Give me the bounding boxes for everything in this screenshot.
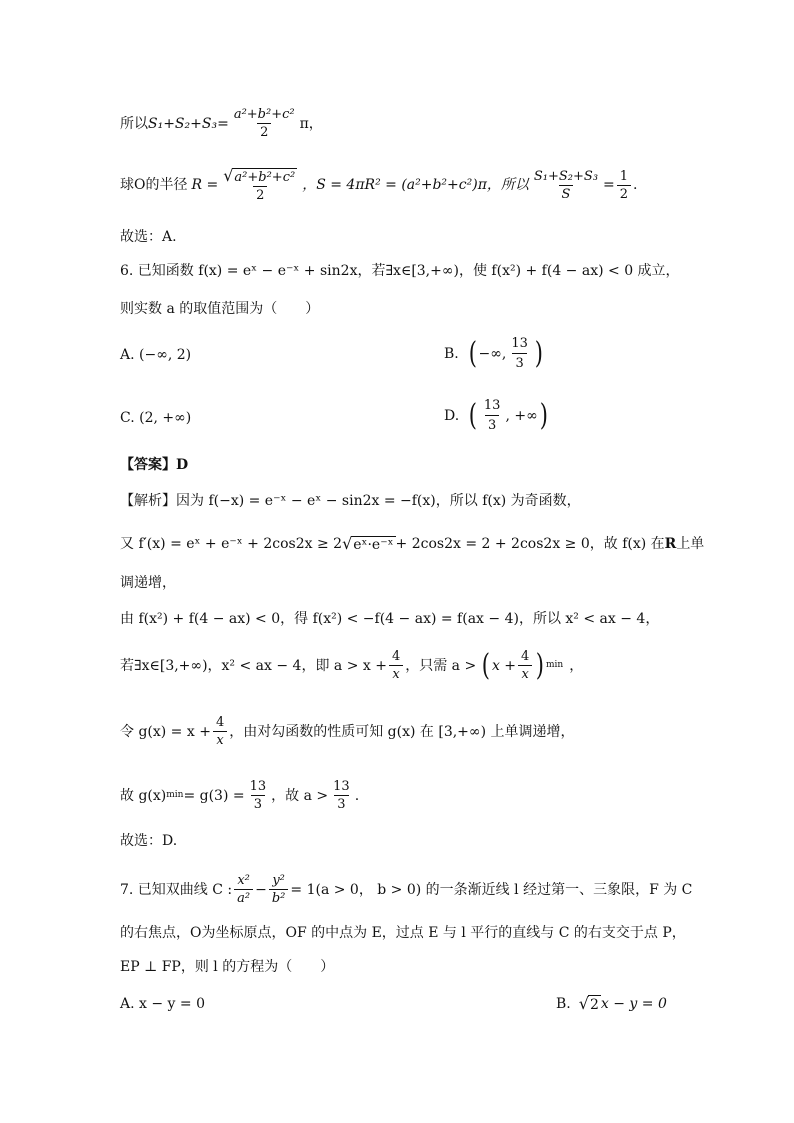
- math: S₁+S₂+S₃=: [148, 115, 229, 132]
- math: ，S = 4πR² = (a²+b²+c²)π，所以: [302, 177, 529, 193]
- answer-label: 【答案】D: [120, 457, 189, 473]
- math: −∞,: [478, 345, 507, 362]
- sqrt-sign: √: [578, 994, 589, 1013]
- left-paren: (: [481, 647, 491, 683]
- text: ，由对勾函数的性质可知 g(x) 在 [3,+∞) 上单调递增，: [229, 723, 575, 740]
- analysis-line5: [120, 647, 584, 683]
- q6-stem-line1: 6. 已知函数 f(x) = eˣ − e⁻ˣ + sin2x，若∃x∈[3,+∞)，使 f(x²) + f(4 − ax) < 0 成立，: [120, 263, 680, 279]
- numerator: x²: [237, 873, 250, 888]
- q6-option-b: [444, 336, 545, 371]
- analysis-line2: [120, 536, 704, 552]
- math: 若∃x∈[3,+∞)，x² < ax − 4，即 a > x +: [120, 657, 387, 674]
- math: x − y = 0: [600, 995, 667, 1012]
- analysis-line6: [120, 716, 575, 747]
- analysis-line1: 【解析】因为 f(−x) = e⁻ˣ − eˣ − sin2x = −f(x)，所以 f(x) 为奇函数，: [120, 493, 581, 509]
- line-choice-a: 故选：A.: [120, 229, 177, 245]
- fraction: [518, 650, 532, 681]
- math: x +: [491, 657, 517, 674]
- denominator: a²: [234, 889, 253, 905]
- q6-option-c: C. (2, +∞): [120, 410, 192, 426]
- option-label: B.: [556, 995, 571, 1012]
- q6-option-a: A. (−∞, 2): [120, 347, 192, 363]
- math: + 2cos2x = 2 + 2cos2x ≥ 0，故 f(x) 在: [395, 536, 665, 552]
- math: 又 f′(x) = eˣ + e⁻ˣ + 2cos2x ≥ 2: [120, 536, 343, 552]
- math: =: [603, 177, 615, 193]
- subscript-min: min: [166, 790, 184, 800]
- denominator: x: [518, 665, 531, 681]
- analysis-line8: 故选：D.: [120, 833, 178, 849]
- left-paren: (: [468, 335, 477, 371]
- numerator: S₁+S₂+S₃: [533, 168, 599, 184]
- math: R =: [191, 177, 219, 193]
- fraction: [481, 398, 504, 433]
- q6-stem-line2: 则实数 a 的取值范围为（ ）: [120, 301, 320, 317]
- radicand: a²+b²+c²: [234, 170, 296, 185]
- math: −: [255, 881, 267, 898]
- line-sum-area: [120, 108, 323, 139]
- fraction: [508, 336, 531, 371]
- numerator: √a²+b²+c²: [223, 166, 296, 185]
- q7-option-b: [556, 994, 667, 1013]
- math: , +∞: [505, 407, 538, 424]
- math: = g(3) =: [183, 787, 245, 804]
- denominator: 3: [251, 795, 265, 811]
- numerator: 13: [483, 398, 501, 413]
- q7-stem-line1: [120, 874, 692, 905]
- numerator: 4: [521, 649, 530, 664]
- analysis-line7: [120, 780, 359, 811]
- text: ，只需 a >: [405, 657, 477, 674]
- numerator: 4: [215, 715, 225, 730]
- math: 故 g(x): [120, 787, 167, 804]
- q7-stem-line2: 的右焦点，O为坐标原点，OF 的中点为 E，过点 E 与 l 平行的直线与 C 的右支交于点 P，: [120, 925, 686, 941]
- text: 所以: [120, 115, 148, 132]
- right-paren: ): [539, 397, 548, 433]
- fraction: [247, 780, 270, 811]
- numerator: 4: [391, 649, 401, 664]
- right-paren: ): [536, 647, 545, 683]
- text: .: [354, 787, 360, 804]
- fraction: [213, 716, 227, 747]
- fraction: [231, 108, 298, 139]
- denominator: 2: [617, 185, 631, 201]
- fraction: [269, 874, 289, 905]
- denominator: x: [389, 665, 402, 681]
- q7-option-a: A. x − y = 0: [120, 996, 205, 1012]
- text: ，故 a >: [271, 787, 329, 804]
- fraction: [234, 874, 253, 905]
- line-sphere-radius: [120, 168, 638, 202]
- fraction: [617, 170, 631, 201]
- numerator: a²+b²+c²: [233, 107, 295, 122]
- denominator: 3: [512, 353, 526, 371]
- radicand: eˣ·e⁻ˣ: [353, 537, 394, 553]
- analysis-line4: 由 f(x²) + f(4 − ax) < 0，得 f(x²) < −f(4 − ax) = f(ax − 4)，所以 x² < ax − 4，: [120, 611, 660, 627]
- denominator: 2: [257, 123, 271, 139]
- denominator: 3: [485, 415, 499, 433]
- analysis-line3: 调递增，: [120, 575, 176, 591]
- text: ，: [569, 657, 584, 674]
- fraction: [389, 650, 403, 681]
- text: π，: [299, 115, 323, 132]
- denominator: 2: [253, 186, 267, 202]
- numerator: 13: [511, 336, 528, 351]
- denominator: 3: [334, 795, 348, 811]
- right-paren: ): [534, 335, 543, 371]
- fraction: [220, 168, 300, 202]
- fraction: [531, 170, 601, 201]
- numerator: y²: [272, 873, 285, 888]
- text: 7. 已知双曲线 C :: [120, 881, 233, 898]
- numerator: 1: [619, 168, 629, 184]
- denominator: S: [559, 185, 574, 201]
- q6-option-d: [444, 398, 549, 433]
- radicand: 2: [589, 996, 599, 1013]
- text: .: [633, 177, 638, 193]
- sqrt-sign: √: [342, 534, 353, 553]
- math: 令 g(x) = x +: [120, 723, 211, 740]
- left-paren: (: [468, 397, 478, 433]
- text: 球O的半径: [120, 177, 188, 193]
- option-label: B.: [444, 345, 459, 362]
- denominator: x: [213, 731, 226, 747]
- set-R: R: [664, 536, 677, 552]
- q7-stem-line3: EP ⊥ FP，则 l 的方程为（ ）: [120, 959, 335, 975]
- denominator: b²: [269, 889, 289, 905]
- text: = 1(a > 0， b > 0) 的一条渐近线 l 经过第一、三象限，F 为 C: [290, 881, 693, 898]
- option-label: D.: [444, 407, 460, 424]
- subscript-min: min: [546, 660, 564, 670]
- numerator: 13: [333, 779, 350, 794]
- fraction: [330, 780, 353, 811]
- text: 上单: [676, 536, 705, 552]
- numerator: 13: [249, 779, 267, 794]
